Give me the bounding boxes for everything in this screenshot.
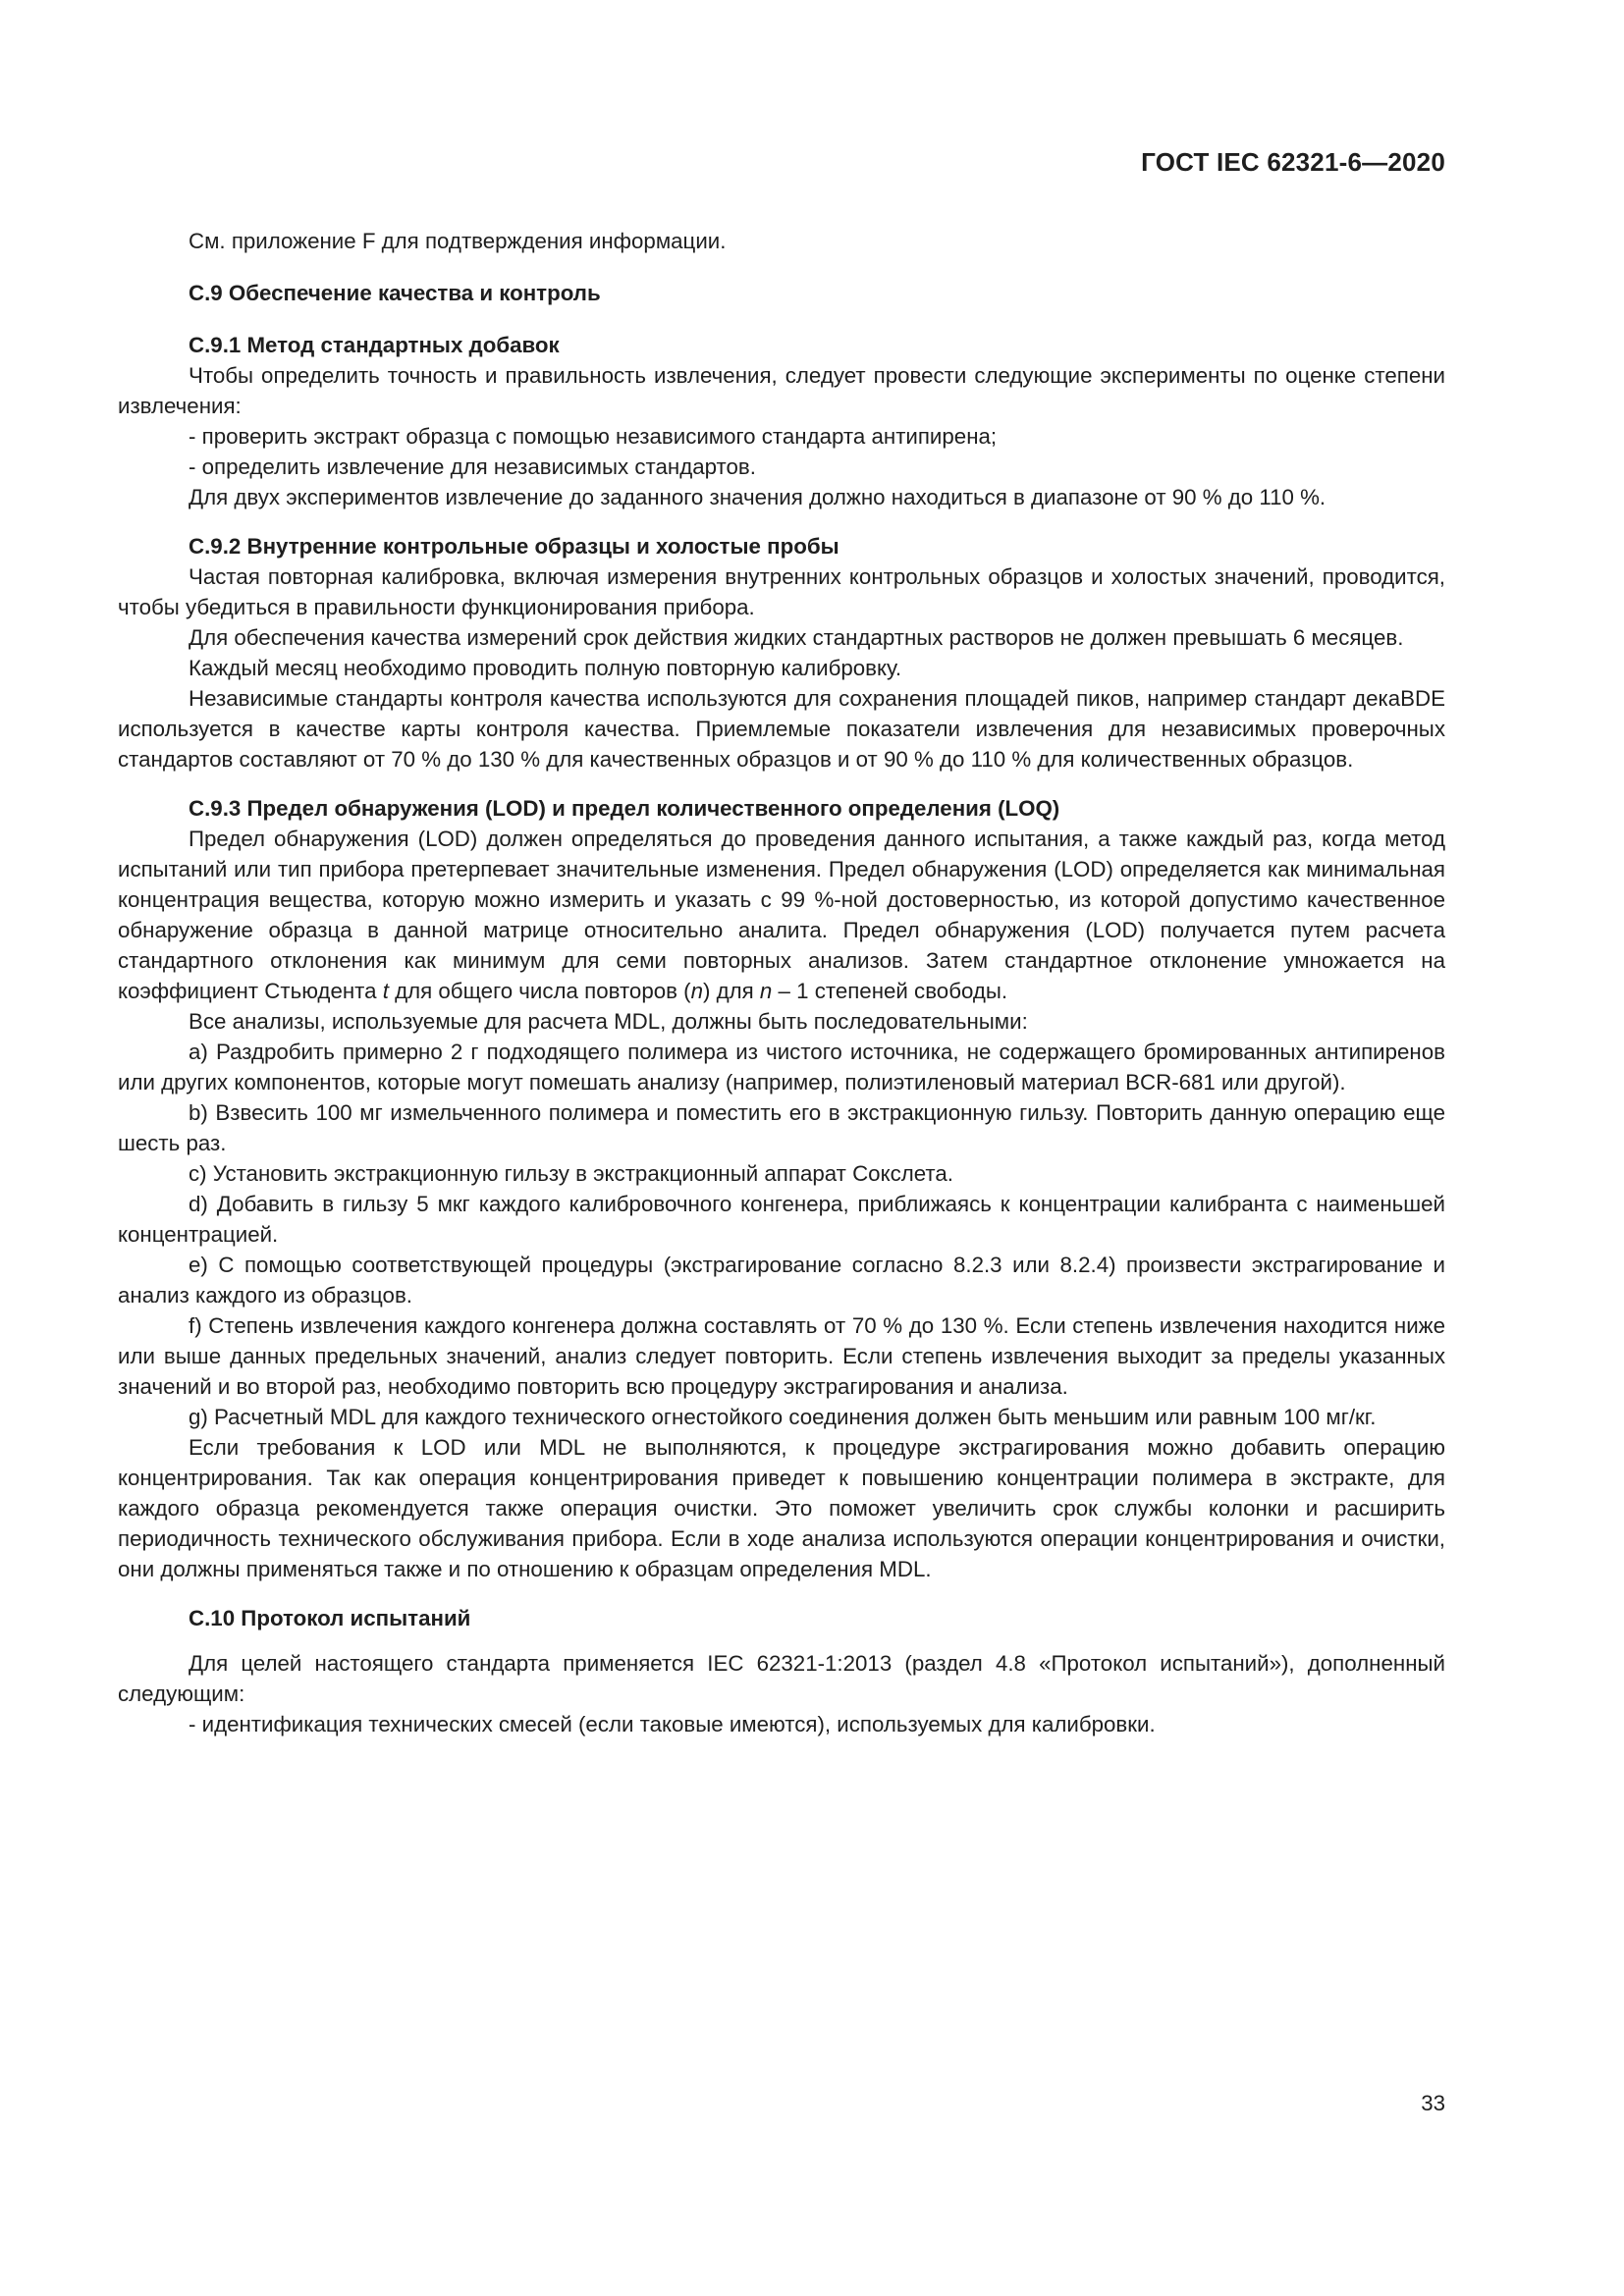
list-item: - определить извлечение для независимых стандартов. <box>189 454 756 479</box>
paragraph: Чтобы определить точность и правильность извлечения, следует провести следующие эксперименты по оценке степени извлечения: <box>118 363 1445 418</box>
list-item-c: c) Установить экстракционную гильзу в экстракционный аппарат Сокслета. <box>189 1161 953 1186</box>
section-heading-c9-1: C.9.1 Метод стандартных добавок <box>189 333 560 357</box>
italic-variable-n: n <box>690 979 703 1003</box>
paragraph-lod <box>118 824 1445 1006</box>
paragraph: Каждый месяц необходимо проводить полную повторную калибровку. <box>189 656 902 680</box>
paragraph: Для целей настоящего стандарта применяется IEC 62321-1:2013 (раздел 4.8 «Протокол испытаний»), дополненный следующим: <box>118 1651 1445 1706</box>
list-item: - идентификация технических смесей (если таковые имеются), используемых для калибровки. <box>189 1712 1156 1736</box>
paragraph: Частая повторная калибровка, включая измерения внутренних контрольных образцов и холостых значений, проводится, чтобы убедиться в правильности функционирования прибора. <box>118 564 1445 619</box>
text-run: ) для <box>703 979 760 1003</box>
list-item-b: b) Взвесить 100 мг измельченного полимера и поместить его в экстракционную гильзу. Повторить данную операцию еще шесть раз. <box>118 1100 1445 1155</box>
document-code: ГОСТ IEC 62321-6—2020 <box>1141 147 1445 177</box>
page-number: 33 <box>1421 2091 1445 2115</box>
section-heading-c9-2: C.9.2 Внутренние контрольные образцы и холостые пробы <box>189 534 839 559</box>
list-item-e: e) С помощью соответствующей процедуры (экстрагирование согласно 8.2.3 или 8.2.4) произвести экстрагирование и анализ каждого из образцов. <box>118 1253 1445 1308</box>
list-item: - проверить экстракт образца с помощью независимого стандарта антипирена; <box>189 424 998 449</box>
paragraph: Если требования к LOD или MDL не выполняются, к процедуре экстрагирования можно добавить операцию концентрирования. Так как операция концентрирования приведет к повышению концентрации полимера в экстракте, для каждого образца рекомендуется также операция очистки. Это поможет увеличить срок службы колонки и расширить периодичность технического обслуживания прибора. Если в ходе анализа используются операции концентрирования и очистки, они должны применяться также и по отношению к образцам определения MDL. <box>118 1435 1445 1581</box>
list-item-d: d) Добавить в гильзу 5 мкг каждого калибровочного конгенера, приближаясь к концентрации калибранта с наименьшей концентрацией. <box>118 1192 1445 1247</box>
section-heading-c10: C.10 Протокол испытаний <box>189 1606 471 1630</box>
document-body <box>118 226 1445 1739</box>
italic-variable-n: n <box>759 979 773 1003</box>
italic-variable-t: t <box>382 979 389 1003</box>
paragraph: Для обеспечения качества измерений срок действия жидких стандартных растворов не должен превышать 6 месяцев. <box>189 625 1404 650</box>
text-run: Предел обнаружения (LOD) должен определяться до проведения данного испытания, а также каждый раз, когда метод испытаний или тип прибора претерпевает значительные изменения. Предел обнаружения (LOD) определяется как минимальная концентрация вещества, которую можно измерить и указать с 99 %-ной достоверностью, из которой допустимо качественное обнаружение образца в данной матрице относительно аналита. Предел обнаружения (LOD) получается путем расчета стандартного отклонения как минимум для семи повторных анализов. Затем стандартное отклонение умножается на коэффициент Стьюдента <box>118 827 1445 1003</box>
section-heading-c9-3: C.9.3 Предел обнаружения (LOD) и предел количественного определения (LOQ) <box>189 796 1060 821</box>
paragraph-intro: См. приложение F для подтверждения информации. <box>189 229 727 253</box>
paragraph: Независимые стандарты контроля качества используются для сохранения площадей пиков, например стандарт декаBDE используется в качестве карты контроля качества. Приемлемые показатели извлечения для независимых проверочных стандартов составляют от 70 % до 130 % для качественных образцов и от 90 % до 110 % для количественных образцов. <box>118 686 1445 772</box>
section-heading-c9: C.9 Обеспечение качества и контроль <box>189 281 601 305</box>
list-item-g: g) Расчетный MDL для каждого технического огнестойкого соединения должен быть меньшим или равным 100 мг/кг. <box>189 1405 1377 1429</box>
text-run: для общего числа повторов ( <box>388 979 691 1003</box>
paragraph: Все анализы, используемые для расчета MDL, должны быть последовательными: <box>189 1009 1028 1034</box>
text-run: – 1 степеней свободы. <box>772 979 1008 1003</box>
list-item-f: f) Степень извлечения каждого конгенера должна составлять от 70 % до 130 %. Если степень извлечения находится ниже или выше данных предельных значений, анализ следует повторить. Если степень извлечения выходит за пределы указанных значений и во второй раз, необходимо повторить всю процедуру экстрагирования и анализа. <box>118 1313 1445 1399</box>
list-item-a: a) Раздробить примерно 2 г подходящего полимера из чистого источника, не содержащего бромированных антипиренов или других компонентов, которые могут помешать анализу (например, полиэтиленовый материал BCR-681 или другой). <box>118 1040 1445 1095</box>
paragraph: Для двух экспериментов извлечение до заданного значения должно находиться в диапазоне от 90 % до 110 %. <box>189 485 1326 509</box>
